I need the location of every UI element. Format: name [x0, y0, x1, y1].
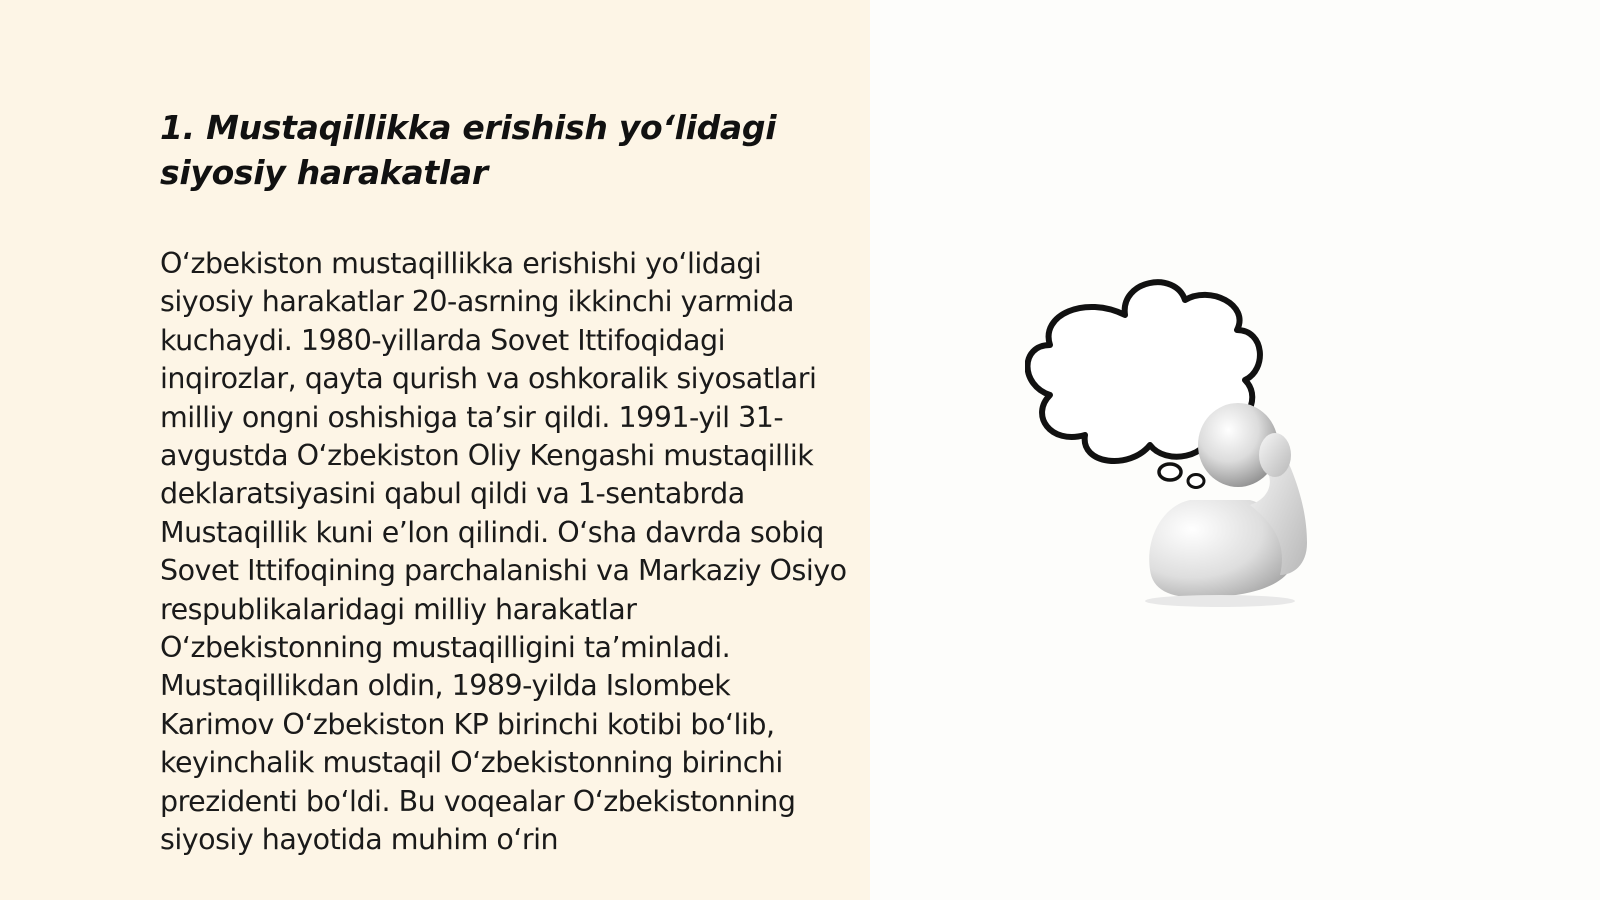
slide-body-text: O‘zbekiston mustaqillikka erishishi yo‘lidagi siyosiy harakatlar 20-asrning ikkinchi yarmida kuchaydi. 1980-yillarda Sovet Ittifoqidagi inqirozlar, qayta qurish va oshkoralik siyosatlari milliy ongni oshishiga ta’sir qildi. 1991-yil 31-avgustda O‘zbekiston Oliy Kengashi mustaqillik deklaratsiyasini qabul qildi va 1-sentabrda Mustaqillik kuni e’lon qilindi. O‘sha davrda sobiq Sovet Ittifoqining parchalanishi va Markaziy Osiyo respublikalaridagi milliy harakatlar O‘zbekistonning mustaqilligini ta’minladi. Mustaqillikdan oldin, 1989-yilda Islombek Karimov O‘zbekiston KP birinchi kotibi bo‘lib, keyinchalik mustaqil O‘zbekistonning birinchi prezidenti bo‘ldi. Bu voqealar O‘zbekistonning siyosiy hayotida muhim o‘rin: [160, 247, 847, 857]
slide-title: 1. Mustaqillikka erishish yo‘lidagi siyosiy harakatlar: [160, 108, 777, 192]
thinking-person-with-thought-bubble-icon: [1025, 275, 1355, 615]
